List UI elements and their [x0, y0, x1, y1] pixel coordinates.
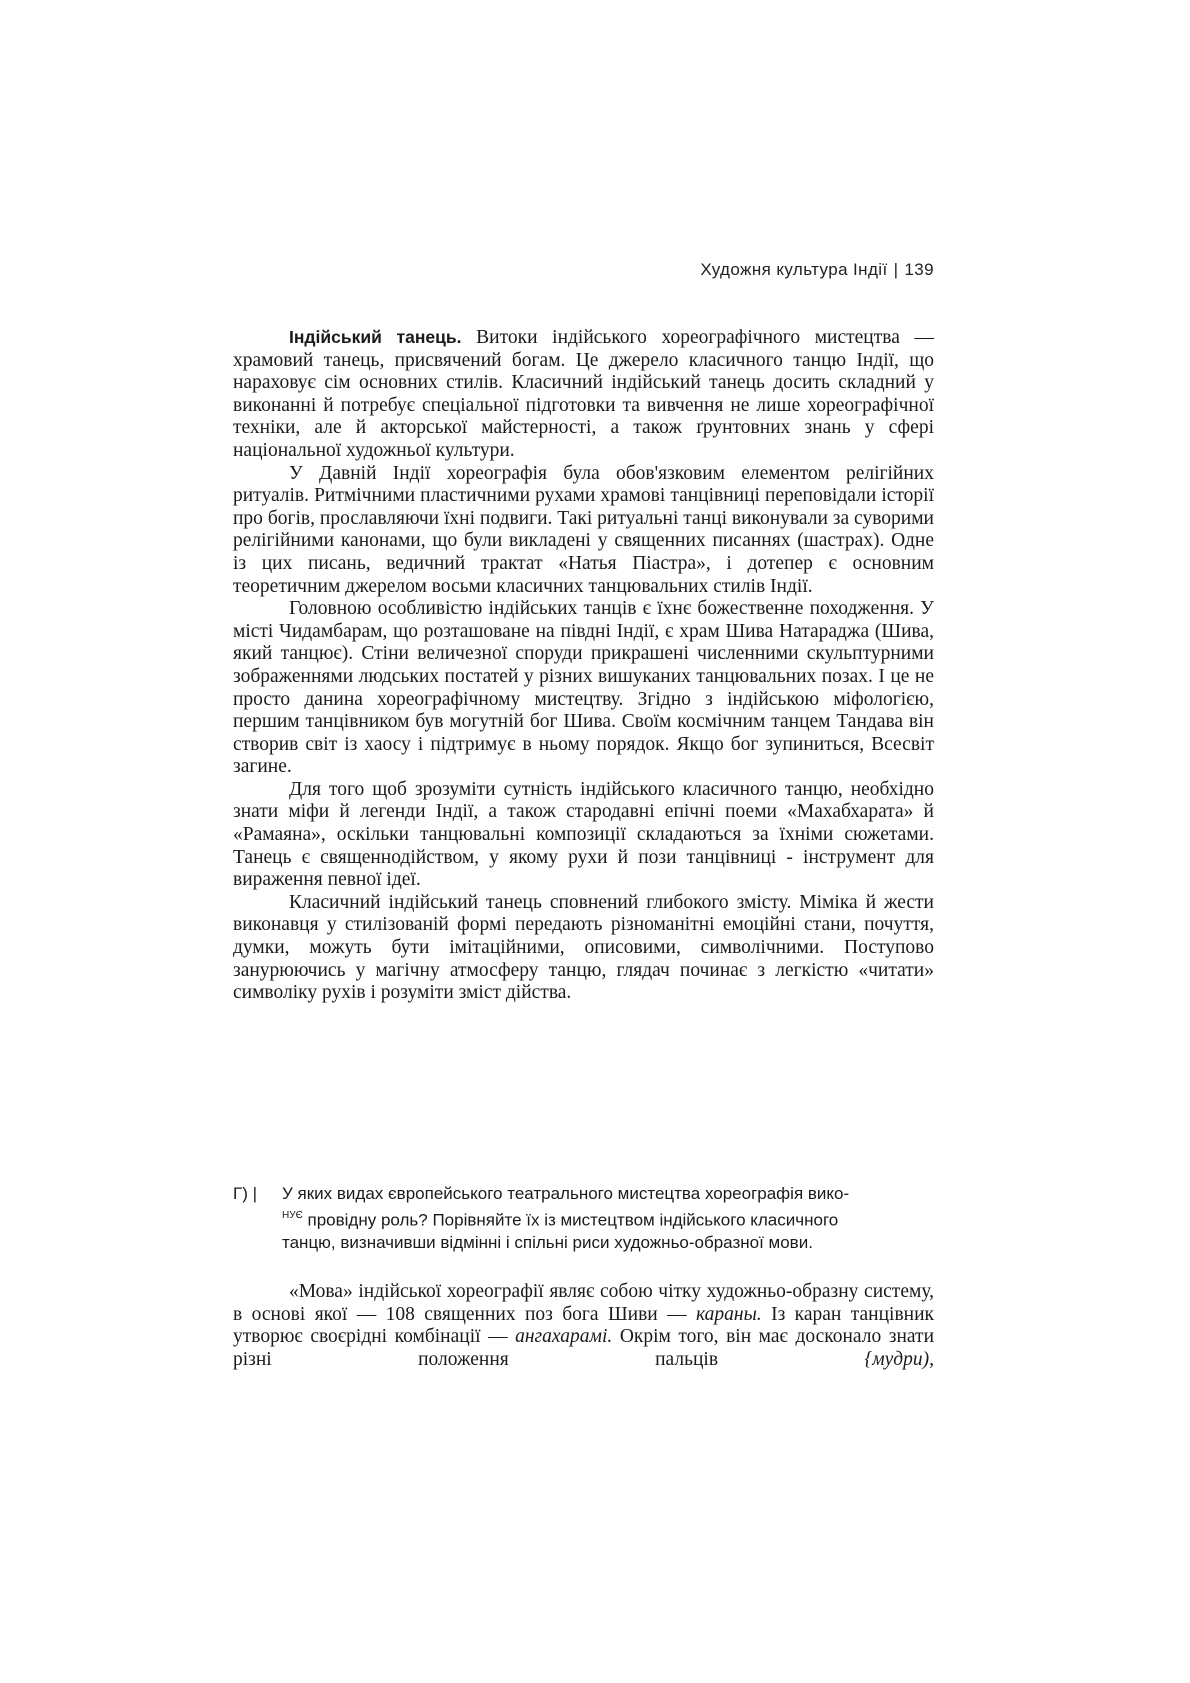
- paragraph: «Мова» індійської хореографії являє собою чітку художньо-образну систему, в основі якої — 108 священних поз бога Шиви — караны. Із каран танцівник утворює своєрідні комбінації — ангахарамі. Окрім того, він має досконало знати різні положення пальців {мудри),: [233, 1281, 935, 1370]
- italic-term: {мудри),: [864, 1348, 934, 1370]
- header-separator: |: [893, 260, 899, 279]
- paragraph-text: Витоки індійського хореографічного мистецтва — храмовий танець, присвячений богам. Це джерело класичного танцю Індії, що нараховує сім основних стилів. Класичний індійський танець досить складний у виконанні й потребує спеціальної підготовки та вивчення не лише хореографічної техніки, але й акторської майстерності, а також ґрунтовних знань у сфері національної художньої культури.: [233, 327, 934, 461]
- section-heading: Індійський танець.: [289, 327, 462, 347]
- question-superscript: НУЄ: [282, 1209, 303, 1221]
- question-line: У яких видах європейського театрального мистецтва хореографія вико-: [282, 1184, 850, 1203]
- paragraph: [233, 326, 934, 463]
- question-line: $^{НУЄ}$ провідну роль? Порівняйте їх із мистецтвом індійського класичного: [282, 1209, 839, 1230]
- question-block: [233, 1183, 923, 1254]
- paragraph: У Давній Індії хореографія була обов'язковим елементом релігійних ритуалів. Ритмічними пластичними рухами храмові танцівниці переповідали історії про богів, прославляючи їхні подвиги. Такі ритуальні танці виконували за суворими релігійними канонами, що були викладені у священних писаннях (шастрах). Одне із цих писань, ведичний трактат «Натья Піастра», і дотепер є основним теоретичним джерелом восьми класичних танцювальних стилів Індії.: [233, 462, 934, 597]
- question-text: [282, 1183, 923, 1254]
- paragraph: Головною особливістю індійських танців є їхнє божественне походження. У місті Чидамбарам, що розташоване на півдні Індії, є храм Шива Натараджа (Шива, який танцює). Стіни величезної споруди прикрашені численними скульптурними зображеннями людських постатей у різних вишуканих танцювальних позах. І це не просто данина хореографічному мистецтву. Згідно з індійською міфологією, першим танцівником був могутній бог Шива. Своїм космічним танцем Тандава він створив світ із хаосу і підтримує в ньому порядок. Якщо бог зупиниться, Всесвіт загине.: [233, 598, 934, 778]
- page-number: 139: [904, 260, 934, 279]
- paragraph: Класичний індійський танець сповнений глибокого змісту. Міміка й жести виконавця у стилізованій формі передають різноманітні емоційні стани, почуття, думки, можуть бути імітаційними, описовими, символічними. Поступово занурюючись у магічну атмосферу танцю, глядач починає з легкістю «читати» символіку рухів і розуміти зміст дійства.: [233, 891, 934, 1004]
- italic-term: караны.: [696, 1303, 762, 1325]
- question-marker: Г) |: [233, 1184, 258, 1203]
- main-text: [233, 326, 934, 1005]
- running-header: [700, 260, 934, 280]
- running-header-title: Художня культура Індії: [700, 260, 888, 279]
- question-line: танцю, визначивши відмінні і спільні риси художньо-образної мови.: [282, 1232, 813, 1252]
- italic-term: ангахарамі.: [515, 1326, 613, 1348]
- paragraph: Для того щоб зрозуміти сутність індійського класичного танцю, необхідно знати міфи й легенди Індії, а також стародавні епічні поеми «Махабхарата» й «Рамаяна», оскільки танцювальні композиції складаються за їхніми сюжетами. Танець є священнодійством, у якому рухи й пози танцівниці - інструмент для вираження певної ідеї.: [233, 778, 934, 891]
- continuation-text: [233, 1281, 934, 1371]
